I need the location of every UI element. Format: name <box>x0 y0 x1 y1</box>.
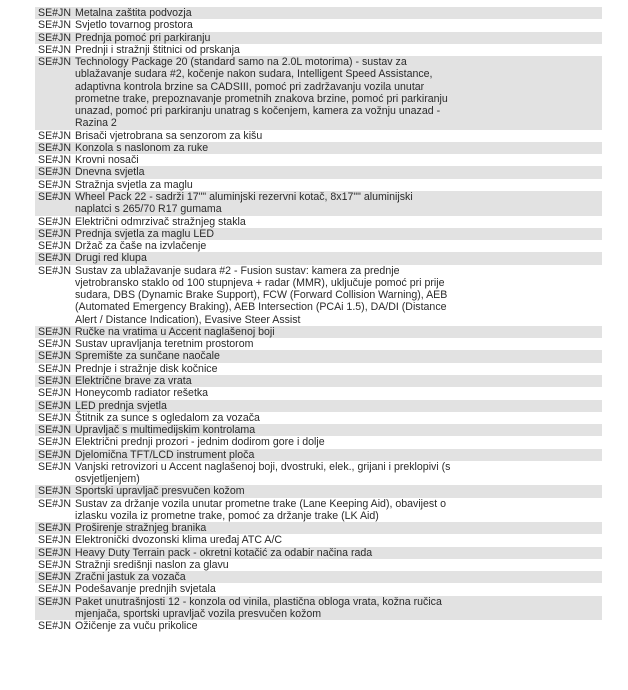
list-item <box>35 559 602 571</box>
item-code: SE#JN <box>38 338 71 351</box>
item-description: Krovni nosači <box>75 154 139 167</box>
item-description: Konzola s naslonom za ruke <box>75 141 209 154</box>
item-description: Stražnji središnji naslon za glavu <box>75 558 229 571</box>
list-item <box>35 461 602 486</box>
item-description: Ručke na vratima u Accent naglašenoj boji <box>75 325 275 338</box>
list-item <box>35 498 602 523</box>
item-description: Dnevna svjetla <box>75 166 145 179</box>
list-item <box>35 363 602 375</box>
list-item <box>35 350 602 362</box>
item-description: Ožičenje za vuču prikolice <box>75 620 198 633</box>
item-description: Honeycomb radiator rešetka <box>75 387 209 400</box>
list-item <box>35 326 602 338</box>
list-item <box>35 265 602 326</box>
item-code: SE#JN <box>38 178 71 191</box>
item-code: SE#JN <box>38 264 71 277</box>
list-item <box>35 179 602 191</box>
item-description: Svjetlo tovarnog prostora <box>75 19 193 32</box>
item-description: Prednja svjetla za maglu LED <box>75 227 214 240</box>
item-description: Prednja pomoć pri parkiranju <box>75 31 211 44</box>
item-description: Metalna zaštita podvozja <box>75 7 192 19</box>
item-code: SE#JN <box>38 546 71 559</box>
item-description: Djelomična TFT/LCD instrument ploča <box>75 448 255 461</box>
list-item <box>35 7 602 19</box>
list-item <box>35 547 602 559</box>
item-description: Prednje i stražnje disk kočnice <box>75 362 218 375</box>
list-item <box>35 387 602 399</box>
list-item <box>35 191 602 216</box>
item-code: SE#JN <box>38 571 71 584</box>
list-item <box>35 534 602 546</box>
item-code: SE#JN <box>38 411 71 424</box>
item-description: Prednji i stražnji štitnici od prskanja <box>75 43 240 56</box>
item-code: SE#JN <box>38 448 71 461</box>
list-item <box>35 56 602 130</box>
item-code: SE#JN <box>38 7 71 19</box>
item-description: Vanjski retrovizori u Accent naglašenoj boji, dvostruki, elek., grijani i preklopivi (s osvjetljenjem) <box>75 460 451 486</box>
list-item <box>35 522 602 534</box>
item-code: SE#JN <box>38 534 71 547</box>
item-description: Zračni jastuk za vozača <box>75 571 186 584</box>
list-item <box>35 32 602 44</box>
item-description: Spremište za sunčane naočale <box>75 350 220 363</box>
item-code: SE#JN <box>38 43 71 56</box>
item-description: Sustav upravljanja teretnim prostorom <box>75 338 254 351</box>
list-item <box>35 228 602 240</box>
list-item <box>35 485 602 497</box>
item-code: SE#JN <box>38 436 71 449</box>
item-code: SE#JN <box>38 362 71 375</box>
item-description: Sustav za držanje vozila unutar prometne trake (Lane Keeping Aid), obavijest o izlasku vozila iz prometne trake, pomoć za držanje trake (LK Aid) <box>75 497 446 522</box>
list-item <box>35 44 602 56</box>
item-description: Držač za čaše na izvlačenje <box>75 240 207 253</box>
item-description: Proširenje stražnjeg branika <box>75 522 207 535</box>
list-item <box>35 19 602 31</box>
item-description: LED prednja svjetla <box>75 399 167 412</box>
list-item <box>35 142 602 154</box>
list-item <box>35 424 602 436</box>
item-code: SE#JN <box>38 350 71 363</box>
item-code: SE#JN <box>38 19 71 32</box>
list-item <box>35 436 602 448</box>
item-description: Podešavanje prednjih svjetala <box>75 583 216 596</box>
list-item <box>35 216 602 228</box>
item-code: SE#JN <box>38 522 71 535</box>
item-code: SE#JN <box>38 154 71 167</box>
list-item <box>35 240 602 252</box>
item-code: SE#JN <box>38 374 71 387</box>
item-code: SE#JN <box>38 595 71 608</box>
item-code: SE#JN <box>38 190 71 203</box>
item-description: Heavy Duty Terrain pack - okretni kotačić za odabir načina rada <box>75 546 373 559</box>
list-item <box>35 412 602 424</box>
item-code: SE#JN <box>38 252 71 265</box>
list-item <box>35 252 602 264</box>
item-code: SE#JN <box>38 56 71 69</box>
item-description: Stražnja svjetla za maglu <box>75 178 193 191</box>
item-code: SE#JN <box>38 620 71 633</box>
item-code: SE#JN <box>38 497 71 510</box>
list-item <box>35 400 602 412</box>
item-code: SE#JN <box>38 166 71 179</box>
list-item <box>35 130 602 142</box>
list-item <box>35 154 602 166</box>
item-code: SE#JN <box>38 129 71 142</box>
item-description: Brisači vjetrobrana sa senzorom za kišu <box>75 129 263 142</box>
item-code: SE#JN <box>38 215 71 228</box>
item-description: Električne brave za vrata <box>75 374 192 387</box>
item-code: SE#JN <box>38 325 71 338</box>
item-description: Sportski upravljač presvučen kožom <box>75 485 245 498</box>
item-description: Električni prednji prozori - jednim dodirom gore i dolje <box>75 436 325 449</box>
item-code: SE#JN <box>38 227 71 240</box>
item-code: SE#JN <box>38 240 71 253</box>
item-description: Štitnik za sunce s ogledalom za vozača <box>75 411 260 424</box>
item-code: SE#JN <box>38 558 71 571</box>
item-code: SE#JN <box>38 399 71 412</box>
list-item <box>35 375 602 387</box>
item-code: SE#JN <box>38 387 71 400</box>
item-code: SE#JN <box>38 424 71 437</box>
item-code: SE#JN <box>38 485 71 498</box>
item-description: Električni odmrzivač stražnjeg stakla <box>75 215 246 228</box>
item-description: Upravljač s multimedijskim kontrolama <box>75 424 256 437</box>
list-item <box>35 596 602 621</box>
item-code: SE#JN <box>38 141 71 154</box>
item-code: SE#JN <box>38 460 71 473</box>
item-description: Drugi red klupa <box>75 252 147 265</box>
item-description: Technology Package 20 (standard samo na 2.0L motorima) - sustav za ublažavanje sudara #2, kočenje nakon sudara, Intelligent Speed Assistance, adaptivna kontrola brzine sa CADSIII, pomoć pri zadržavanju vozila unutar prometne trake, prepoznavanje prometnih znakova brzine, pomoć pri parkiranju unazad, pomoć pri parkiranju unatrag s kočenjem, kamera za vožnju unazad - Razina 2 <box>75 56 448 130</box>
item-description: Sustav za ublažavanje sudara #2 - Fusion sustav: kamera za prednje vjetrobransko staklo od 100 stupnjeva + radar (MMR), uključuje pomoć pri prije sudara, DBS (Dynamic Brake Support), FCW (Forward Collision Warning), AEB (Automated Emergency Braking), AEB Intersection (PCAi 1.5), DA/DI (Distance Alert / Distance Indication), Evasive Steer Assist <box>75 264 448 326</box>
equipment-list <box>35 7 602 633</box>
list-item <box>35 449 602 461</box>
item-code: SE#JN <box>38 31 71 44</box>
list-item <box>35 583 602 595</box>
list-item <box>35 620 602 632</box>
item-code: SE#JN <box>38 583 71 596</box>
list-item <box>35 571 602 583</box>
list-item <box>35 166 602 178</box>
list-item <box>35 338 602 350</box>
item-description: Wheel Pack 22 - sadrži 17"" aluminjski rezervni kotač, 8x17"" aluminijski naplatci s 265/70 R17 gumama <box>75 190 413 216</box>
item-description: Elektronički dvozonski klima uređaj ATC A/C <box>75 534 283 547</box>
item-description: Paket unutrašnjosti 12 - konzola od vinila, plastična obloga vrata, kožna ručica mjenjača, sportski upravljač vozila presvučen kožom <box>75 595 442 621</box>
